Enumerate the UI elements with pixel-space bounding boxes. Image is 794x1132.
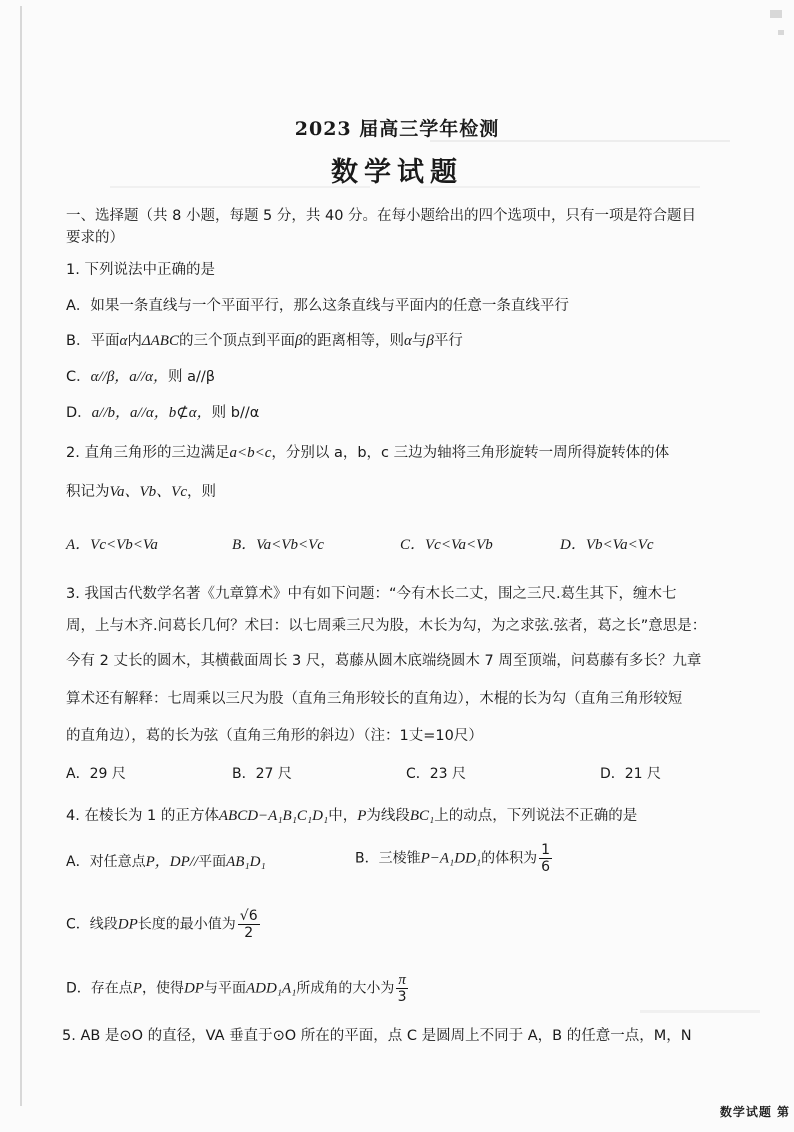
q4-b-pre: B．三棱锥 <box>355 850 421 867</box>
q1-b-mid3: 的距离相等，则 <box>302 333 404 349</box>
q2-option-c: C．Vc<Va<Vb <box>400 537 493 553</box>
q4-stem-pre: 4. 在棱长为 1 的正方体 <box>66 808 219 824</box>
q3-option-c: C．23 尺 <box>406 766 467 782</box>
q4-d-pre: D．存在点 <box>66 980 133 997</box>
exam-title: 2023 届高三学年检测 <box>294 118 500 140</box>
q4-d-mid2: 与平面 <box>203 980 246 997</box>
section-heading-line2: 要求的） <box>66 230 124 246</box>
q2-stem2: ，分别以 a，b，c 三边为轴将三角形旋转一周所得旋转体的体 <box>271 445 670 461</box>
q2-option-a: A．Vc<Vb<Va <box>66 537 158 553</box>
q3-option-a: A．29 尺 <box>66 766 126 782</box>
q2-ineq: a<b<c <box>229 445 272 461</box>
q2-stem-line1 <box>66 443 669 463</box>
q4-d-plane: ADD₁A₁ <box>245 980 297 997</box>
q2-stem1: 2. 直角三角形的三边满足 <box>66 445 230 461</box>
q4-d-fraction <box>396 972 408 1005</box>
q4-stem-mid: 中， <box>328 808 358 824</box>
q1-option-b: B．平面α内ΔABC的三个顶点到平面β的距离相等，则α与β平行 <box>66 333 463 349</box>
q4-c-den: 2 <box>244 925 254 941</box>
q4-bc: BC₁ <box>409 808 435 824</box>
q3-line5: 的直角边），葛的长为弦（直角三角形的斜边）（注：1丈=10尺） <box>66 728 483 744</box>
q4-stem-mid2: 为线段 <box>366 808 410 824</box>
q4-a-plane: AB₁D₁ <box>226 854 266 870</box>
q1-d-math: a//b，a//α，b⊄α， <box>91 405 212 421</box>
q3-line1: 3. 我国古代数学名著《九章算术》中有如下问题：“今有木长二丈，围之三尺.葛生其下，缠木七 <box>66 586 677 602</box>
q4-a-math: P，DP// <box>145 854 199 870</box>
q3-option-b: B．27 尺 <box>232 766 292 782</box>
q4-option-a <box>66 852 266 872</box>
q4-d-dp: DP <box>183 980 204 997</box>
q4-c-mid: 长度的最小值为 <box>137 916 236 933</box>
q1-option-d <box>66 403 259 423</box>
q4-b-num: 1 <box>541 842 551 858</box>
q4-d-p: P <box>132 980 142 997</box>
q4-option-d <box>66 972 410 1005</box>
q3-option-d: D．21 尺 <box>600 766 662 782</box>
q4-d-num: π <box>398 972 406 988</box>
q1-stem: 1. 下列说法中正确的是 <box>66 262 215 278</box>
q4-stem <box>66 806 637 826</box>
q1-c-label: C． <box>66 369 91 385</box>
q1-b-mid4: 与 <box>411 333 427 349</box>
q1-c-math: α//β，a//α， <box>90 369 169 385</box>
q4-option-b <box>355 842 554 875</box>
q4-p: P <box>357 808 367 824</box>
q1-d-label: D． <box>66 405 92 421</box>
exam-subtitle: 数学试题 <box>331 157 463 188</box>
q1-b-pre: B．平面 <box>66 333 120 349</box>
q4-c-num: √6 <box>239 908 258 924</box>
q4-option-c <box>66 908 262 941</box>
q4-c-math: DP <box>117 916 138 933</box>
q4-b-fraction <box>539 842 552 875</box>
q1-b-mid2: 的三个顶点到平面 <box>178 333 295 349</box>
q2-option-d: D．Vb<Va<Vc <box>560 537 654 553</box>
q4-d-den: 3 <box>397 989 407 1005</box>
q5-stem: 5. AB 是⊙O 的直径，VA 垂直于⊙O 所在的平面，点 C 是圆周上不同于 A，B 的任意一点，M，N <box>62 1028 692 1044</box>
q4-d-mid: ，使得 <box>141 980 184 997</box>
q1-c-end: 则 a//β <box>168 369 216 385</box>
q1-d-end: 则 b//α <box>211 405 260 421</box>
q3-line3: 今有 2 丈长的圆木，其横截面周长 3 尺，葛藤从圆木底端绕圆木 7 周至顶端，问葛藤有多长？九章 <box>66 653 702 669</box>
q3-line2: 周，上与木齐.问葛长几何？术曰：以七周乘三尺为股，木长为勾，为之求弦.弦者，葛之长”意思是： <box>66 618 707 634</box>
q4-stem-end: 上的动点，下列说法不正确的是 <box>434 808 638 824</box>
q4-b-den: 6 <box>541 859 551 875</box>
q2-stem3-pre: 积记为 <box>66 484 110 500</box>
q3-line4: 算术还有解释：七周乘以三尺为股（直角三角形较长的直角边），木棍的长为勾（直角三角形较短 <box>66 691 683 707</box>
q4-b-mid: 的体积为 <box>481 850 538 867</box>
q4-b-math: P−A₁DD₁ <box>420 850 482 867</box>
q2-stem3-end: ，则 <box>186 484 216 500</box>
q4-a-mid: 平面 <box>198 854 227 870</box>
q4-c-pre: C．线段 <box>66 916 118 933</box>
q2-vars: Va、Vb、Vc <box>109 484 187 500</box>
section-heading-line1: 一、选择题（共 8 小题，每题 5 分，共 40 分。在每小题给出的四个选项中，只有一项是符合题目 <box>66 208 697 224</box>
q1-b-end: 平行 <box>433 333 463 349</box>
q2-stem-line2 <box>66 482 216 502</box>
page-footer: 数学试题 第 <box>719 1105 790 1119</box>
q1-b-mid1: 内 <box>127 333 142 349</box>
q4-c-fraction <box>238 908 260 941</box>
q4-a-pre: A．对任意点 <box>66 854 146 870</box>
q1-option-c <box>66 367 215 387</box>
q4-cube: ABCD−A₁B₁C₁D₁ <box>218 808 329 824</box>
q1-option-a: A．如果一条直线与一个平面平行，那么这条直线与平面内的任意一条直线平行 <box>66 298 569 314</box>
q4-d-mid3: 所成角的大小为 <box>296 980 395 997</box>
q2-option-b: B．Va<Vb<Vc <box>232 537 324 553</box>
